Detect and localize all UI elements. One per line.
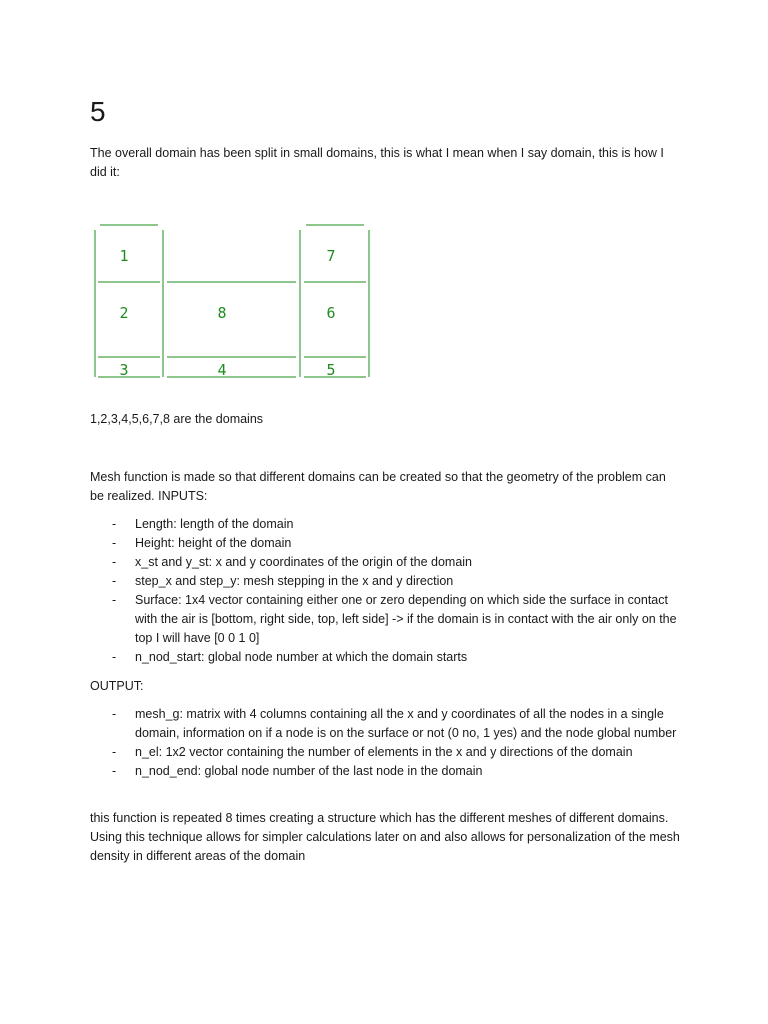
intro-paragraph: The overall domain has been split in small domains, this is what I mean when I say domain, this is how I did it: [90,146,664,179]
input-item [90,553,680,572]
inputs-list [90,515,680,667]
output-item-text: mesh_g: matrix with 4 columns containing all the x and y coordinates of all the nodes in a single domain, information on if a node is on the surface or not (0 no, 1 yes) and the node global number [135,707,677,740]
bullet-dash: - [112,745,117,759]
domain-label-7: 7 [326,247,336,265]
bullet-dash: - [112,555,117,569]
output-item [90,743,680,762]
output-label: OUTPUT: [90,679,144,693]
domain-label-5: 5 [326,361,336,379]
domain-label-8: 8 [217,304,227,322]
bullet-dash: - [112,536,117,550]
bullet-dash: - [112,593,117,607]
input-item-text: Surface: 1x4 vector containing either one or zero depending on which side the surface in contact with the air is [bottom, right side, top, left side] -> if the domain is in contact with the air only on the top I will have [0 0 1 0] [135,593,677,645]
input-item [90,572,680,591]
bullet-dash: - [112,650,117,664]
mesh-paragraph: Mesh function is made so that different domains can be created so that the geometry of the problem can be realized. INPUTS: [90,470,666,503]
output-item [90,705,680,743]
repeat-paragraph: this function is repeated 8 times creating a structure which has the different meshes of different domains. Using this technique allows for simpler calculations later on and also allows for personalization of the mesh density in different areas of the domain [90,811,680,863]
input-item [90,534,680,553]
bullet-dash: - [112,764,117,778]
domain-label-3: 3 [119,361,129,379]
domain-diagram-svg [90,205,390,385]
domain-label-6: 6 [326,304,336,322]
bullet-dash: - [112,517,117,531]
input-item-text: n_nod_start: global node number at which the domain starts [135,650,468,664]
input-item-text: x_st and y_st: x and y coordinates of the origin of the domain [135,555,473,569]
output-item-text: n_nod_end: global node number of the last node in the domain [135,764,483,778]
input-item-text: step_x and step_y: mesh stepping in the x and y direction [135,574,454,588]
input-item [90,591,680,648]
output-item [90,762,680,781]
bullet-dash: - [112,574,117,588]
input-item [90,648,680,667]
bullet-dash: - [112,707,117,721]
domain-label-2: 2 [119,304,129,322]
domain-label-1: 1 [119,247,129,265]
input-item [90,515,680,534]
outputs-list [90,705,680,781]
input-item-text: Length: length of the domain [135,517,294,531]
input-item-text: Height: height of the domain [135,536,292,550]
output-item-text: n_el: 1x2 vector containing the number of elements in the x and y directions of the domain [135,745,633,759]
domain-label-4: 4 [217,361,227,379]
section-number-heading: 5 [90,96,106,127]
domain-layout-diagram [90,205,390,385]
domains-caption: 1,2,3,4,5,6,7,8 are the domains [90,412,264,426]
